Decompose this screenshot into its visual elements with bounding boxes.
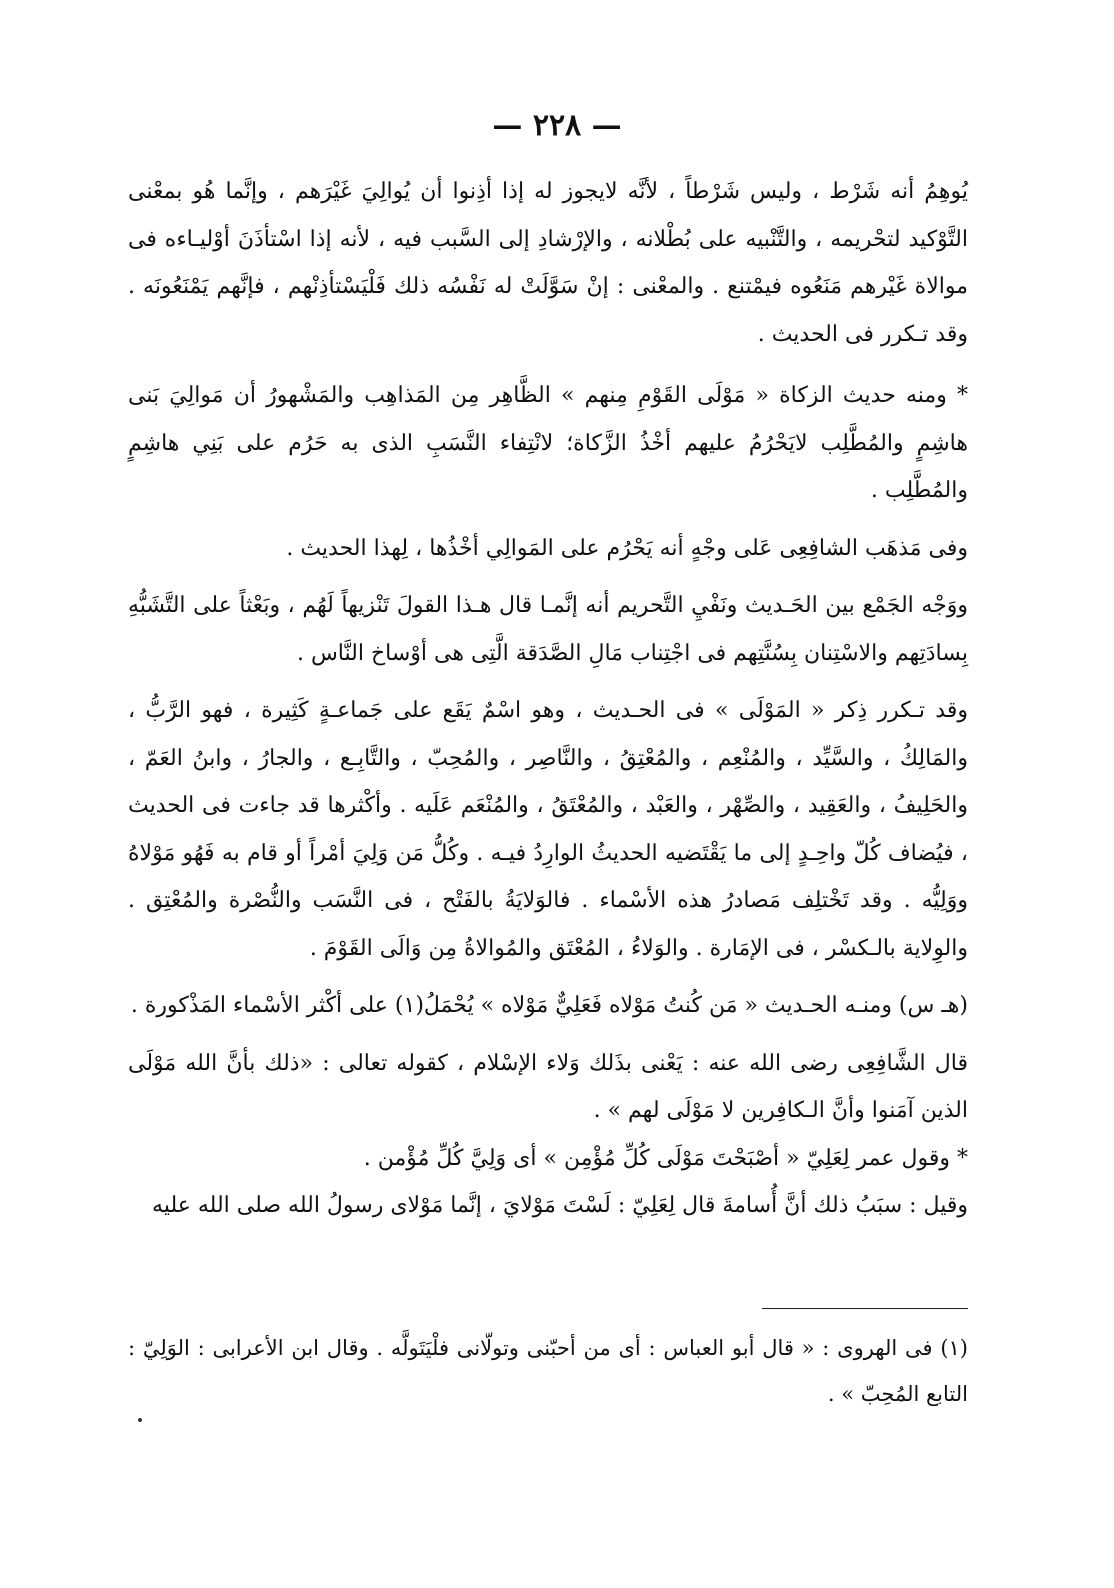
- paragraph: وفى مَذهَب الشافِعِى عَلى وجْهٍ أنه يَحْرُم على المَوالِي أخْذُها ، لِهذا الحديث .: [286, 535, 968, 561]
- paragraph: ووَجْه الجَمْع بين الحَـديث ونَفْيِ التَّحريم أنه إنَّمـا قال هـذا القولَ تَنْزيهاً لَهُم ، وبَعْثاً على التَّشَبُّهِ بِسادَتِهم والاسْتِنان بِسُنَّتِهم فى اجْتِناب مَالِ الصَّدَقة الَّتِى هى أوْساخ النَّاس .: [128, 593, 968, 666]
- paragraph: * وقول عمر لِعَلِيّ « أصْبَحْتَ مَوْلَى كُلِّ مُؤْمِن » أى وَلِيَّ كُلِّ مُؤْمن .: [363, 1145, 968, 1171]
- paragraph: وقيل : سبَبُ ذلك أنَّ أُسامةَ قال لِعَلِيّ : لَسْتَ مَوْلايَ ، إنَّما مَوْلاى رسولُ الله صلى الله عليه: [152, 1193, 968, 1218]
- paragraph: قال الشَّافِعِى رضى الله عنه : يَعْنى بذَلك وَلاء الإسْلام ، كقوله تعالى : «ذلك بأنَّ الله مَوْلَى الذين آمَنوا وأنَّ الـكافِرين لا مَوْلَى لهم » .: [128, 1050, 968, 1123]
- footnote-divider: [762, 1308, 968, 1309]
- print-speck: [138, 1418, 142, 1422]
- page-number: — ٢٢٨ —: [492, 108, 622, 143]
- footnote: (١) فى الهروى : « قال أبو العباس : أى من أحبّنى وتولّانى فلْيَتَولَّه . وقال ابن الأعرابى : الوَلِيّ : التابع المُحِبّ » .: [128, 1336, 968, 1406]
- paragraph: وقد تـكرر ذِكر « المَوْلَى » فى الحـديث ، وهو اسْمٌ يَقَع على جَماعـةٍ كَثِيرة ، فهو الرَّبُّ ، والمَالِكُ ، والسَّيِّد ، والمُنْعِم ، والمُعْتِقُ ، والنَّاصِر ، والمُحِبّ ، والتَّابِـع ، والجارُ ، وابنُ العَمّ ، والحَلِيفُ ، والعَقِيد ، والصِّهْر ، والعَبْد ، والمُعْتَقُ ، والمُنْعَم عَلَيه . وأكْثرها قد جاءت فى الحديث ، فيُضاف كُلّ واحِـدٍ إلى ما يَقْتَضيه الحديثُ الوارِدُ فيـه . وكُلُّ مَن وَلِيَ أمْراً أو قام به فَهُو مَوْلاهُ ووَلِيُّه . وقد تَخْتلِف مَصادرُ هذه الأسْماء . فالوَلايَةُ بالفَتْح ، فى النَّسَب والنُّصْرة والمُعْتِق . والوِلاية بالـكسْر ، فى الإمَارة . والوَلاءُ ، المُعْتَق والمُوالاةُ مِن وَالَى القَوْمَ .: [128, 698, 968, 961]
- main-text: [128, 168, 968, 1230]
- footnotes: [128, 1325, 968, 1417]
- paragraph: (هـ س) ومنـه الحـديث « مَن كُنتُ مَوْلاه فَعَلِيٌّ مَوْلاه » يُحْمَلُ(١) على أكْثر الأسْماء المَذْكورة .: [130, 993, 968, 1018]
- paragraph: * ومنه حديث الزكاة « مَوْلَى القَوْمِ مِنهم » الظَّاهِر مِن المَذاهِب والمَشْهورُ أن مَوالِيَ بَنى هاشِمٍ والمُطَّلِب لايَحْرُمُ عليهم أخْذُ الزَّكاة؛ لانْتِفاء النَّسَبِ الذى به حَرُم على بَنِي هاشِمٍ والمُطَّلِب .: [128, 383, 968, 503]
- paragraph: يُوهِمُ أنه شَرْط ، وليس شَرْطاً ، لأنَّه لايجوز له إذا أذِنوا أن يُوالِيَ غَيْرَهم ، وإنَّما هُو بمعْنى التَّوْكيد لتحْريمه ، والتَّنْبيه على بُطْلانه ، والإرْشادِ إلى السَّبب فيه ، لأنه إذا اسْتأذَنَ أوْليـاءه فى موالاة غَيْرهم مَنَعُوه فيمْتنع . والمعْنى : إنْ سَوَّلَتْ له نَفْسُه ذلك فَلْيَسْتأذِنْهم ، فإنَّهم يَمْنَعُونَه . وقد تـكرر فى الحديث .: [128, 179, 968, 347]
